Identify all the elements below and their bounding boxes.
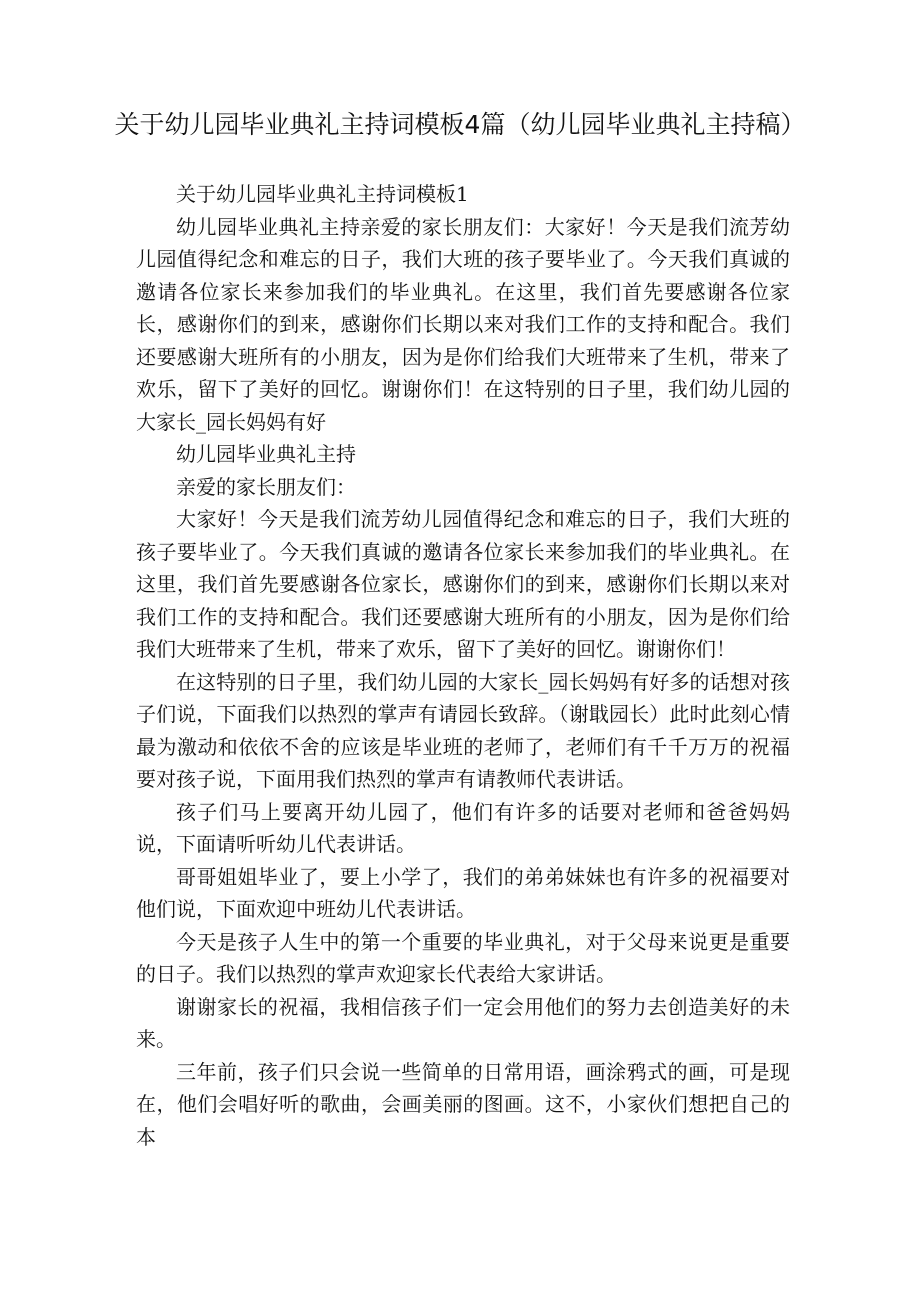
document-body: [136, 178, 790, 1153]
paragraph: 三年前，孩子们只会说一些简单的日常用语，画涂鸦式的画，可是现在，他们会唱好听的歌曲，会画美丽的图画。这不，小家伙们想把自己的本: [136, 1059, 790, 1149]
paragraph: 孩子们马上要离开幼儿园了，他们有许多的话要对老师和爸爸妈妈说，下面请听听幼儿代表讲话。: [136, 799, 790, 856]
paragraph: 关于幼儿园毕业典礼主持词模板1: [176, 182, 469, 206]
paragraph: 幼儿园毕业典礼主持亲爱的家长朋友们：大家好！今天是我们流芳幼儿园值得纪念和难忘的日子，我们大班的孩子要毕业了。今天我们真诚的邀请各位家长来参加我们的毕业典礼。在这里，我们首先要感谢各位家长，感谢你们的到来，感谢你们长期以来对我们工作的支持和配合。我们还要感谢大班所有的小朋友，因为是你们给我们大班带来了生机，带来了欢乐，留下了美好的回忆。谢谢你们！在这特别的日子里，我们幼儿园的大家长_园长妈妈有好: [136, 214, 790, 434]
paragraph: 今天是孩子人生中的第一个重要的毕业典礼，对于父母来说更是重要的日子。我们以热烈的掌声欢迎家长代表给大家讲话。: [136, 929, 790, 986]
paragraph: 在这特别的日子里，我们幼儿园的大家长_园长妈妈有好多的话想对孩子们说，下面我们以热烈的掌声有请园长致辞。（谢戢园长）此时此刻心情最为激动和依依不舍的应该是毕业班的老师了，老师们有千千万万的祝福要对孩子说，下面用我们热烈的掌声有请教师代表讲话。: [136, 669, 790, 791]
paragraph: 大家好！今天是我们流芳幼儿园值得纪念和难忘的日子，我们大班的孩子要毕业了。今天我们真诚的邀请各位家长来参加我们的毕业典礼。在这里，我们首先要感谢各位家长，感谢你们的到来，感谢你们长期以来对我们工作的支持和配合。我们还要感谢大班所有的小朋友，因为是你们给我们大班带来了生机，带来了欢乐，留下了美好的回忆。谢谢你们！: [136, 507, 790, 661]
document-title: 关于幼儿园毕业典礼主持词模板4篇（幼儿园毕业典礼主持稿）: [114, 110, 806, 139]
paragraph: 亲爱的家长朋友们：: [176, 474, 356, 499]
paragraph: 哥哥姐姐毕业了，要上小学了，我们的弟弟妹妹也有许多的祝福要对他们说，下面欢迎中班幼儿代表讲话。: [136, 864, 790, 921]
paragraph: 幼儿园毕业典礼主持: [176, 442, 356, 466]
paragraph: 谢谢家长的祝福，我相信孩子们一定会用他们的努力去创造美好的未来。: [136, 994, 790, 1051]
